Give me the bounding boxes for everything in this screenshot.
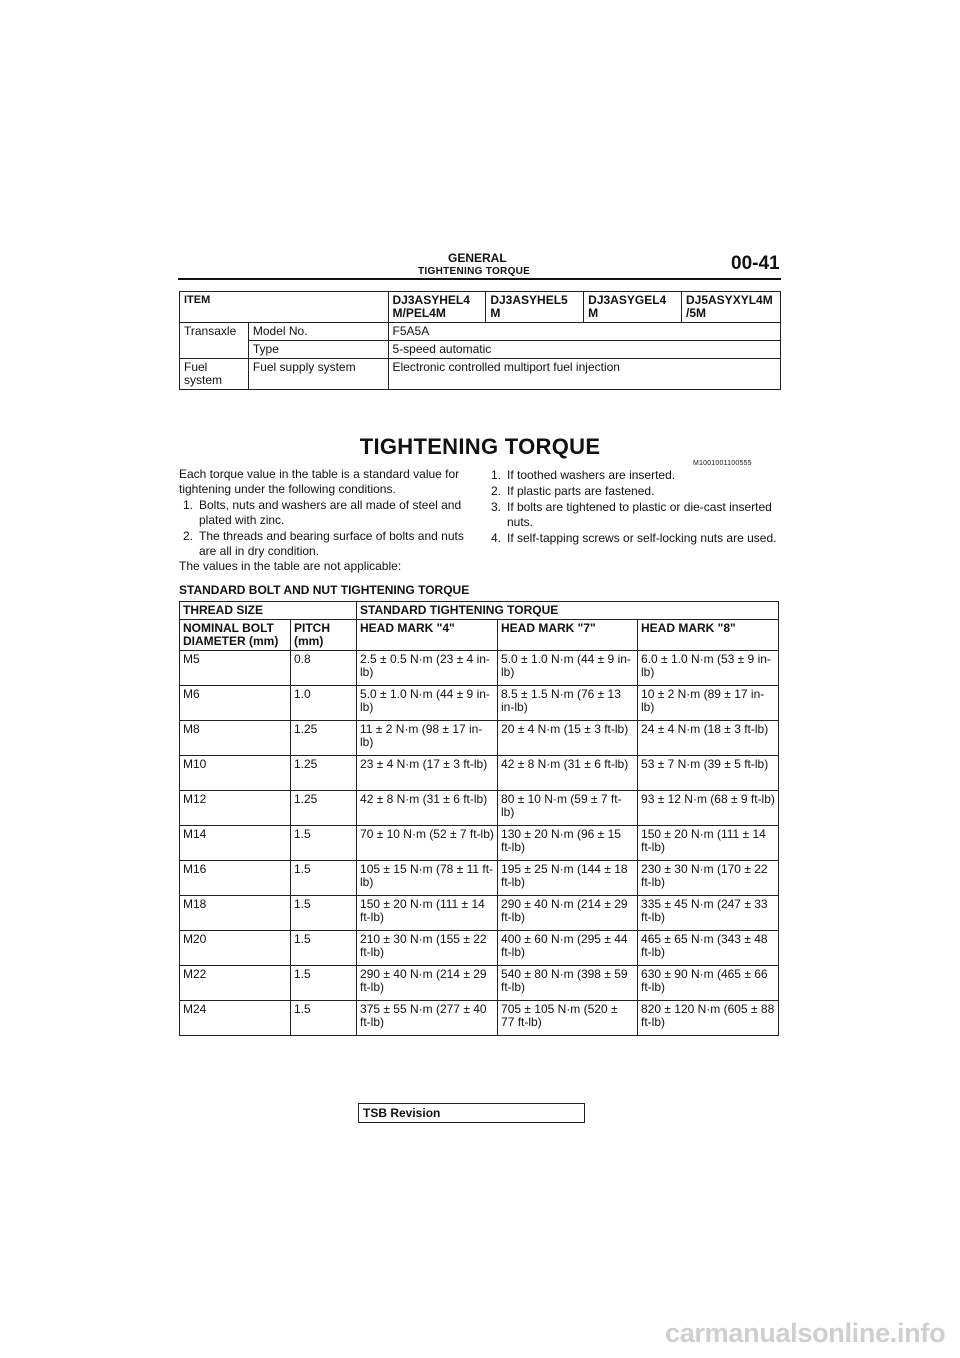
table-cell: 23 ± 4 N·m (17 ± 3 ft-lb) bbox=[357, 756, 498, 791]
tsb-revision-box: TSB Revision bbox=[358, 1103, 585, 1123]
spec-item-cell: Model No. bbox=[248, 323, 388, 341]
table-cell: 5.0 ± 1.0 N·m (44 ± 9 in-lb) bbox=[357, 686, 498, 721]
table-row bbox=[180, 651, 779, 686]
spec-model-header: DJ3ASYGEL4 M bbox=[584, 292, 682, 323]
table-row bbox=[180, 1001, 779, 1036]
table-row bbox=[180, 966, 779, 1001]
spec-model-header: DJ5ASYXYL4M /5M bbox=[682, 292, 781, 323]
list-text: Bolts, nuts and washers are all made of steel and plated with zinc. bbox=[199, 498, 462, 527]
torque-header-row bbox=[180, 602, 779, 620]
table-cell: 105 ± 15 N·m (78 ± 11 ft-lb) bbox=[357, 861, 498, 896]
page-number: 00-41 bbox=[731, 253, 780, 274]
watermark: carmanualsonline.info bbox=[665, 1318, 946, 1348]
table-row bbox=[180, 896, 779, 931]
table-cell: 290 ± 40 N·m (214 ± 29 ft-lb) bbox=[498, 896, 638, 931]
table-cell: 53 ± 7 N·m (39 ± 5 ft-lb) bbox=[638, 756, 779, 791]
table-cell: 210 ± 30 N·m (155 ± 22 ft-lb) bbox=[357, 931, 498, 966]
intro-paragraph: Each torque value in the table is a standard value for tightening under the following conditions. bbox=[179, 467, 460, 496]
spec-value-cell: Electronic controlled multiport fuel injection bbox=[388, 359, 780, 390]
column-header: PITCH (mm) bbox=[291, 620, 357, 651]
table-row bbox=[180, 721, 779, 756]
spec-value-cell: F5A5A bbox=[388, 323, 780, 341]
list-item bbox=[183, 498, 473, 528]
table-cell: 465 ± 65 N·m (343 ± 48 ft-lb) bbox=[638, 931, 779, 966]
spec-group-cell: Fuel system bbox=[180, 359, 249, 390]
list-text: If self-tapping screws or self-locking nuts are used. bbox=[507, 531, 777, 545]
column-header: HEAD MARK "8" bbox=[638, 620, 779, 651]
table-cell: 1.25 bbox=[291, 756, 357, 791]
spec-item-cell: Type bbox=[248, 341, 388, 359]
exceptions-list bbox=[491, 468, 781, 547]
torque-table bbox=[179, 601, 779, 1036]
list-item bbox=[183, 529, 473, 559]
table-cell: M8 bbox=[180, 721, 291, 756]
list-number: 1. bbox=[491, 468, 502, 482]
column-header: HEAD MARK "4" bbox=[357, 620, 498, 651]
list-item bbox=[491, 531, 781, 546]
header-subsection-title: TIGHTENING TORQUE bbox=[418, 266, 531, 277]
torque-table-heading: STANDARD BOLT AND NUT TIGHTENING TORQUE bbox=[179, 583, 470, 597]
table-cell: M24 bbox=[180, 1001, 291, 1036]
table-cell: 42 ± 8 N·m (31 ± 6 ft-lb) bbox=[498, 756, 638, 791]
table-cell: 1.5 bbox=[291, 1001, 357, 1036]
spec-item-header: ITEM bbox=[180, 292, 389, 323]
table-row bbox=[180, 756, 779, 791]
table-cell: 705 ± 105 N·m (520 ± 77 ft-lb) bbox=[498, 1001, 638, 1036]
table-cell: 195 ± 25 N·m (144 ± 18 ft-lb) bbox=[498, 861, 638, 896]
list-number: 2. bbox=[183, 529, 194, 543]
table-cell: 6.0 ± 1.0 N·m (53 ± 9 in-lb) bbox=[638, 651, 779, 686]
table-row bbox=[180, 791, 779, 826]
table-cell: 1.0 bbox=[291, 686, 357, 721]
table-cell: 24 ± 4 N·m (18 ± 3 ft-lb) bbox=[638, 721, 779, 756]
spec-item-cell: Fuel supply system bbox=[248, 359, 388, 390]
table-cell: 1.5 bbox=[291, 896, 357, 931]
table-cell: 10 ± 2 N·m (89 ± 17 in-lb) bbox=[638, 686, 779, 721]
list-number: 3. bbox=[491, 500, 502, 514]
table-cell: 1.5 bbox=[291, 826, 357, 861]
table-cell: M5 bbox=[180, 651, 291, 686]
table-cell: 1.5 bbox=[291, 931, 357, 966]
spec-table bbox=[179, 291, 781, 390]
table-cell: 130 ± 20 N·m (96 ± 15 ft-lb) bbox=[498, 826, 638, 861]
table-row bbox=[180, 931, 779, 966]
table-cell: M12 bbox=[180, 791, 291, 826]
table-cell: 375 ± 55 N·m (277 ± 40 ft-lb) bbox=[357, 1001, 498, 1036]
list-item bbox=[491, 484, 781, 499]
conditions-list bbox=[183, 498, 473, 560]
table-cell: M10 bbox=[180, 756, 291, 791]
table-cell: M14 bbox=[180, 826, 291, 861]
spec-group-cell: Transaxle bbox=[180, 323, 249, 359]
table-cell: 42 ± 8 N·m (31 ± 6 ft-lb) bbox=[357, 791, 498, 826]
table-cell: 150 ± 20 N·m (111 ± 14 ft-lb) bbox=[638, 826, 779, 861]
standard-torque-header: STANDARD TIGHTENING TORQUE bbox=[357, 602, 779, 620]
list-number: 1. bbox=[183, 498, 194, 512]
table-cell: 540 ± 80 N·m (398 ± 59 ft-lb) bbox=[498, 966, 638, 1001]
table-cell: 820 ± 120 N·m (605 ± 88 ft-lb) bbox=[638, 1001, 779, 1036]
table-cell: 230 ± 30 N·m (170 ± 22 ft-lb) bbox=[638, 861, 779, 896]
spec-header-row bbox=[180, 292, 781, 323]
spec-row bbox=[180, 341, 781, 359]
column-header: HEAD MARK "7" bbox=[498, 620, 638, 651]
list-text: If plastic parts are fastened. bbox=[507, 484, 655, 498]
table-cell: 290 ± 40 N·m (214 ± 29 ft-lb) bbox=[357, 966, 498, 1001]
section-title: TIGHTENING TORQUE bbox=[359, 434, 601, 459]
spec-row bbox=[180, 323, 781, 341]
table-row bbox=[180, 861, 779, 896]
table-cell: 630 ± 90 N·m (465 ± 66 ft-lb) bbox=[638, 966, 779, 1001]
header-section-title: GENERAL bbox=[448, 251, 507, 265]
table-cell: 2.5 ± 0.5 N·m (23 ± 4 in-lb) bbox=[357, 651, 498, 686]
list-number: 4. bbox=[491, 531, 502, 545]
spec-row bbox=[180, 359, 781, 390]
list-text: If bolts are tightened to plastic or die-cast inserted nuts. bbox=[507, 500, 772, 529]
table-cell: 0.8 bbox=[291, 651, 357, 686]
spec-model-header: DJ3ASYHEL4 M/PEL4M bbox=[388, 292, 486, 323]
table-cell: M16 bbox=[180, 861, 291, 896]
section-code: M1001001100555 bbox=[693, 460, 752, 467]
table-cell: 70 ± 10 N·m (52 ± 7 ft-lb) bbox=[357, 826, 498, 861]
list-number: 2. bbox=[491, 484, 502, 498]
table-cell: M6 bbox=[180, 686, 291, 721]
table-cell: 11 ± 2 N·m (98 ± 17 in-lb) bbox=[357, 721, 498, 756]
table-cell: 150 ± 20 N·m (111 ± 14 ft-lb) bbox=[357, 896, 498, 931]
table-cell: 8.5 ± 1.5 N·m (76 ± 13 in-lb) bbox=[498, 686, 638, 721]
table-cell: 1.25 bbox=[291, 721, 357, 756]
table-cell: 1.5 bbox=[291, 966, 357, 1001]
table-cell: 335 ± 45 N·m (247 ± 33 ft-lb) bbox=[638, 896, 779, 931]
header-rule bbox=[178, 278, 781, 280]
table-cell: M18 bbox=[180, 896, 291, 931]
table-cell: 93 ± 12 N·m (68 ± 9 ft-lb) bbox=[638, 791, 779, 826]
table-cell: 1.25 bbox=[291, 791, 357, 826]
torque-column-header-row bbox=[180, 620, 779, 651]
table-cell: 400 ± 60 N·m (295 ± 44 ft-lb) bbox=[498, 931, 638, 966]
table-row bbox=[180, 826, 779, 861]
spec-model-header: DJ3ASYHEL5 M bbox=[486, 292, 584, 323]
list-item bbox=[491, 500, 781, 530]
table-cell: M22 bbox=[180, 966, 291, 1001]
thread-size-header: THREAD SIZE bbox=[180, 602, 357, 620]
table-row bbox=[180, 686, 779, 721]
not-applicable-paragraph: The values in the table are not applicable: bbox=[179, 559, 402, 573]
list-text: The threads and bearing surface of bolts and nuts are all in dry condition. bbox=[199, 529, 464, 558]
list-text: If toothed washers are inserted. bbox=[507, 468, 676, 482]
column-header: NOMINAL BOLT DIAMETER (mm) bbox=[180, 620, 291, 651]
table-cell: 80 ± 10 N·m (59 ± 7 ft-lb) bbox=[498, 791, 638, 826]
table-cell: 5.0 ± 1.0 N·m (44 ± 9 in-lb) bbox=[498, 651, 638, 686]
spec-value-cell: 5-speed automatic bbox=[388, 341, 780, 359]
table-cell: M20 bbox=[180, 931, 291, 966]
list-item bbox=[491, 468, 781, 483]
table-cell: 20 ± 4 N·m (15 ± 3 ft-lb) bbox=[498, 721, 638, 756]
table-cell: 1.5 bbox=[291, 861, 357, 896]
